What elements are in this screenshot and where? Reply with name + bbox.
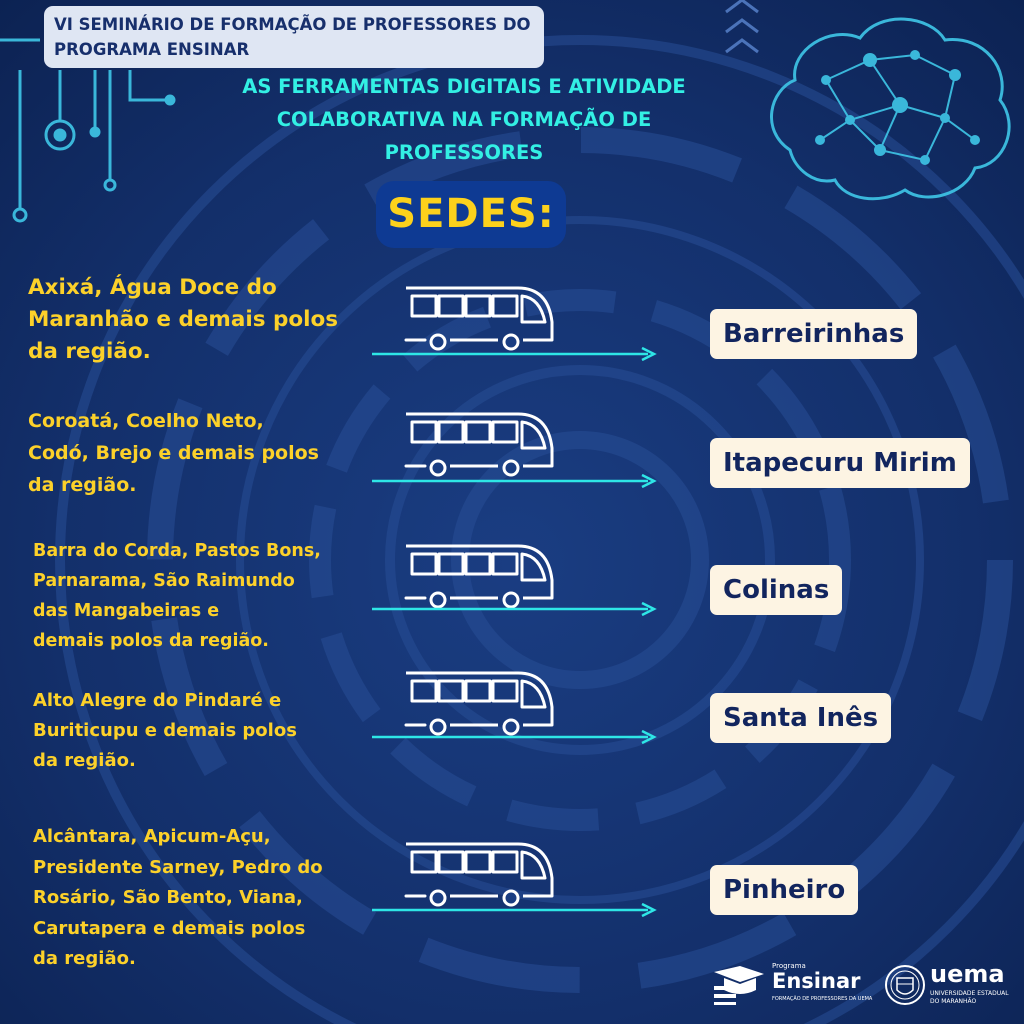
route-origin-line: das Mangabeiras e bbox=[33, 601, 220, 621]
ensinar-tagline: FORMAÇÃO DE PROFESSORES DA UEMA bbox=[772, 996, 873, 1002]
route-origin-line: demais polos da região. bbox=[33, 631, 269, 651]
route-origin-line: Axixá, Água Doce do bbox=[28, 275, 277, 300]
destination-box: Santa Inês bbox=[710, 693, 891, 743]
uema-name: uema bbox=[930, 960, 1005, 988]
event-title-line2: PROGRAMA ENSINAR bbox=[54, 40, 250, 59]
route-origin-line: Parnarama, São Raimundo bbox=[33, 571, 295, 591]
event-title-line1: VI SEMINÁRIO DE FORMAÇÃO DE PROFESSORES DO bbox=[54, 15, 531, 34]
route-origin-line: da região. bbox=[28, 339, 151, 364]
route-origin-line: Barra do Corda, Pastos Bons, bbox=[33, 541, 321, 561]
ensinar-name: Ensinar bbox=[772, 969, 861, 993]
event-badge bbox=[44, 6, 544, 68]
route-origin-2 bbox=[28, 405, 378, 501]
uema-logo bbox=[884, 960, 1020, 1010]
title-line2: COLABORATIVA NA FORMAÇÃO DE bbox=[276, 108, 652, 131]
destination-box: Barreirinhas bbox=[710, 309, 917, 359]
graduation-cap-icon bbox=[710, 964, 766, 1006]
route-origin-line: Alcântara, Apicum-Açu, bbox=[33, 826, 271, 847]
route-origin-4 bbox=[33, 686, 383, 776]
route-origin-line: da região. bbox=[28, 474, 137, 496]
arrow-right-icon bbox=[372, 346, 657, 365]
route-origin-line: da região. bbox=[33, 948, 136, 969]
page-title bbox=[200, 70, 728, 169]
bus-icon bbox=[398, 282, 558, 356]
bus-icon bbox=[398, 838, 558, 912]
route-origin-line: Presidente Sarney, Pedro do bbox=[33, 856, 323, 878]
sedes-heading: SEDES: bbox=[376, 181, 566, 248]
title-line3: PROFESSORES bbox=[384, 141, 544, 164]
destination-box: Colinas bbox=[710, 565, 842, 615]
route-origin-line: Carutapera e demais polos bbox=[33, 917, 306, 939]
destination-box: Pinheiro bbox=[710, 865, 858, 915]
title-line1: AS FERRAMENTAS DIGITAIS E ATIVIDADE bbox=[242, 75, 686, 98]
arrow-right-icon bbox=[372, 601, 657, 620]
route-origin-line: Coroatá, Coelho Neto, bbox=[28, 410, 264, 432]
uema-line1: UNIVERSIDADE ESTADUAL bbox=[930, 990, 1009, 997]
bus-icon bbox=[398, 408, 558, 482]
route-origin-line: Buriticupu e demais polos bbox=[33, 720, 297, 741]
arrow-right-icon bbox=[372, 902, 657, 921]
destination-box: Itapecuru Mirim bbox=[710, 438, 970, 488]
route-origin-3 bbox=[33, 536, 383, 656]
arrow-right-icon bbox=[372, 473, 657, 492]
route-origin-line: Codó, Brejo e demais polos bbox=[28, 442, 319, 464]
uema-seal-icon bbox=[884, 962, 926, 1008]
route-origin-5 bbox=[33, 822, 383, 975]
route-origin-line: Rosário, São Bento, Viana, bbox=[33, 887, 303, 908]
route-origin-line: da região. bbox=[33, 750, 136, 771]
route-origin-line: Maranhão e demais polos bbox=[28, 307, 339, 332]
route-origin-1 bbox=[28, 272, 378, 368]
arrow-right-icon bbox=[372, 729, 657, 748]
uema-line2: DO MARANHÃO bbox=[930, 998, 977, 1005]
ensinar-small: Programa bbox=[772, 962, 806, 970]
ensinar-logo bbox=[710, 960, 873, 1010]
route-origin-line: Alto Alegre do Pindaré e bbox=[33, 690, 282, 711]
